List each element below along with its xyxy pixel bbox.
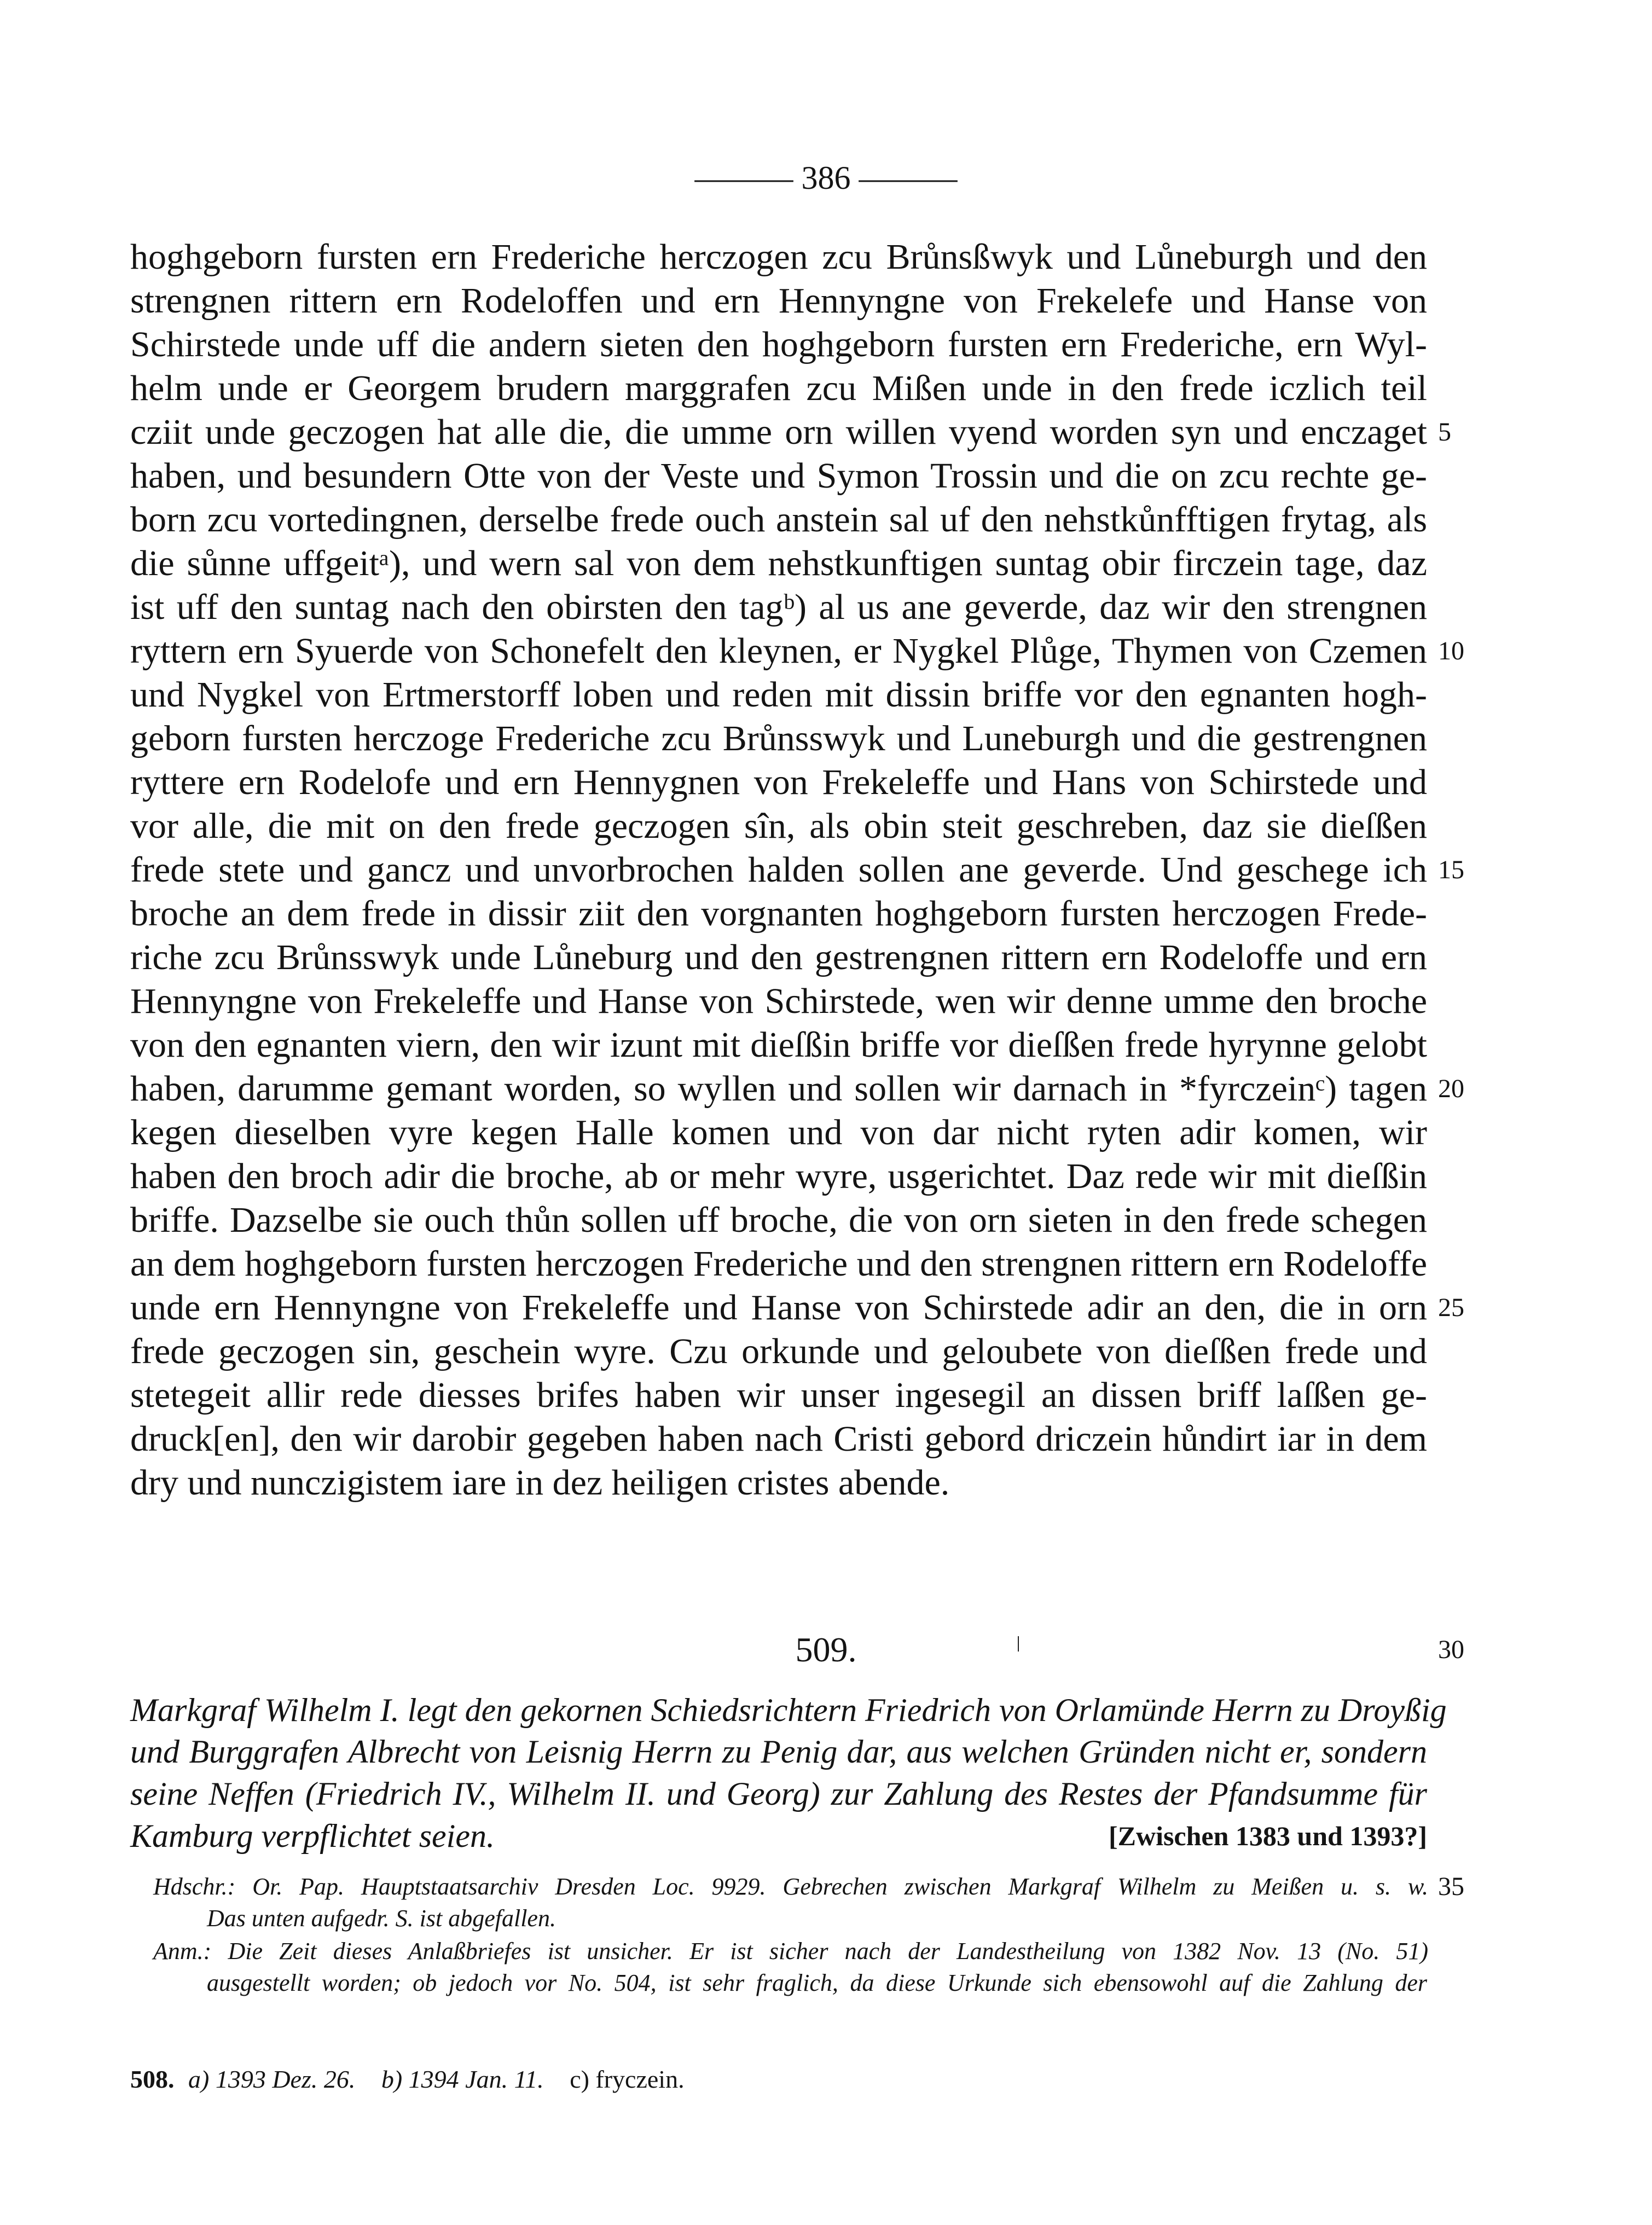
body-line: strengnen rittern ern Rodeloffen und ern Hennyngne von Frekelefe und Hanse von <box>130 281 1427 321</box>
body-line: die sůnne uffgeitᵃ), und wern sal von dem nehstkunftigen suntag obir firczein tage, daz <box>130 543 1427 583</box>
footnote-b: b) 1394 Jan. 11. <box>381 2065 544 2093</box>
body-line: helm unde er Georgem brudern marggrafen zcu Mißen unde in den frede iczlich teil <box>130 368 1427 408</box>
body-line: an dem hoghgeborn fursten herczogen Frederiche und den strengnen rittern ern Rodeloffe <box>130 1244 1427 1284</box>
body-line: vor alle, die mit on den frede geczogen sîn, als obin steit geschreben, daz sie dieſßen <box>130 806 1427 846</box>
line-number: 10 <box>1438 636 1464 665</box>
body-line: ryttere ern Rodelofe und ern Hennygnen von Frekeleffe und Hans von Schirstede und <box>130 762 1427 802</box>
regest-line: Markgraf Wilhelm I. legt den gekornen Schiedsrichtern Friedrich von Orlamünde Herrn zu Droyßig <box>130 1692 1447 1728</box>
regest-line: Kamburg verpflichtet seien. <box>130 1818 495 1854</box>
line-number: 15 <box>1438 855 1464 884</box>
regest-line: und Burggrafen Albrecht von Leisnig Herrn zu Penig dar, aus welchen Gründen nicht er, sondern <box>130 1734 1427 1770</box>
regest-line: seine Neffen (Friedrich IV., Wilhelm II. und Georg) zur Zahlung des Restes der Pfandsumme für <box>130 1776 1427 1812</box>
body-line: Schirstede unde uff die andern sieten den hoghgeborn fursten ern Frederiche, ern Wyl- <box>130 325 1427 364</box>
body-line: haben den broch adir die broche, ab or mehr wyre, usgerichtet. Daz rede wir mit dieſßin <box>130 1156 1427 1196</box>
line-number: 20 <box>1438 1074 1464 1103</box>
body-line: frede stete und gancz und unvorbrochen halden sollen ane geverde. Und geschege ich <box>130 850 1427 890</box>
body-line: druck[en], den wir darobir gegeben haben nach Cristi gebord driczein hůndirt iar in dem <box>130 1419 1427 1459</box>
body-line: dry und nunczigistem iare in dez heiligen cristes abende. <box>130 1463 950 1503</box>
document-date: [Zwischen 1383 und 1393?] <box>1108 1821 1427 1851</box>
line-number: 35 <box>1438 1872 1464 1901</box>
document-number: 509. <box>795 1630 857 1669</box>
body-line: von den egnanten viern, den wir izunt mit dieſßin briffe vor dieſßen frede hyrynne gelobt <box>130 1025 1427 1065</box>
body-line: born zcu vortedingnen, derselbe frede ouch anstein sal uf den nehstkůnfftigen frytag, als <box>130 500 1427 540</box>
body-line: kegen dieselben vyre kegen Halle komen und von dar nicht ryten adir komen, wir <box>130 1112 1427 1152</box>
source-line: ausgestellt worden; ob jedoch vor No. 504, ist sehr fraglich, da diese Urkunde sich ebensowohl auf die Zahlung der <box>207 1969 1427 1996</box>
body-line: ist uff den suntag nach den obirsten den tagᵇ) al us ane geverde, daz wir den strengnen <box>130 587 1427 627</box>
line-number: 30 <box>1438 1635 1464 1664</box>
line-number: 25 <box>1438 1293 1464 1322</box>
footnote-a: a) 1393 Dez. 26. <box>188 2065 356 2093</box>
body-line: haben, und besundern Otte von der Veste und Symon Trossin und die on zcu rechte ge- <box>130 456 1427 496</box>
body-line: haben, darumme gemant worden, so wyllen und sollen wir darnach in *fyrczeinᶜ) tagen <box>130 1069 1427 1109</box>
body-line: briffe. Dazselbe sie ouch thůn sollen uff broche, die von orn sieten in den frede schegen <box>130 1200 1427 1240</box>
footnote-ref: 508. <box>130 2065 175 2093</box>
line-number: 5 <box>1438 418 1451 447</box>
body-line: unde ern Hennyngne von Frekeleffe und Hanse von Schirstede adir an den, die in orn <box>130 1288 1427 1328</box>
footnote-c: c) fryczein. <box>570 2065 685 2093</box>
footnotes <box>130 2063 1427 2096</box>
body-line: und Nygkel von Ertmerstorff loben und reden mit dissin briffe vor den egnanten hogh- <box>130 675 1427 715</box>
body-line: stetegeit allir rede diesses brifes haben wir unser ingesegil an dissen briff laſßen ge- <box>130 1375 1427 1415</box>
source-line: Hdschr.: Or. Pap. Hauptstaatsarchiv Dresden Loc. 9929. Gebrechen zwischen Markgraf Wilhelm zu Meißen u. s. w. <box>153 1873 1428 1900</box>
body-line: frede geczogen sin, geschein wyre. Czu orkunde und geloubete von dieſßen frede und <box>130 1331 1427 1371</box>
source-line: Anm.: Die Zeit dieses Anlaßbriefes ist unsicher. Er ist sicher nach der Landestheilung von 1382 Nov. 13 (No. 51) <box>153 1938 1428 1965</box>
printer-mark: ǀ <box>1016 1632 1021 1656</box>
body-line: cziit unde geczogen hat alle die, die umme orn willen vyend worden syn und enczaget <box>130 412 1427 452</box>
body-line: riche zcu Brůnsswyk unde Lůneburg und den gestrengnen rittern ern Rodeloffe und ern <box>130 937 1427 977</box>
body-line: geborn fursten herczoge Frederiche zcu Brůnsswyk und Luneburgh und die gestrengnen <box>130 719 1427 758</box>
body-line: hoghgeborn fursten ern Frederiche herczogen zcu Brůnsßwyk und Lůneburgh und den <box>130 237 1427 277</box>
body-line: broche an dem frede in dissir ziit den vorgnanten hoghgeborn fursten herczogen Frede- <box>130 894 1427 934</box>
body-line: Hennyngne von Frekeleffe und Hanse von Schirstede, wen wir denne umme den broche <box>130 981 1427 1021</box>
body-line: ryttern ern Syuerde von Schonefelt den kleynen, er Nygkel Plůge, Thymen von Czemen <box>130 631 1427 671</box>
source-line: Das unten aufgedr. S. ist abgefallen. <box>207 1905 556 1932</box>
page-number: ——— 386 ——— <box>694 160 958 196</box>
